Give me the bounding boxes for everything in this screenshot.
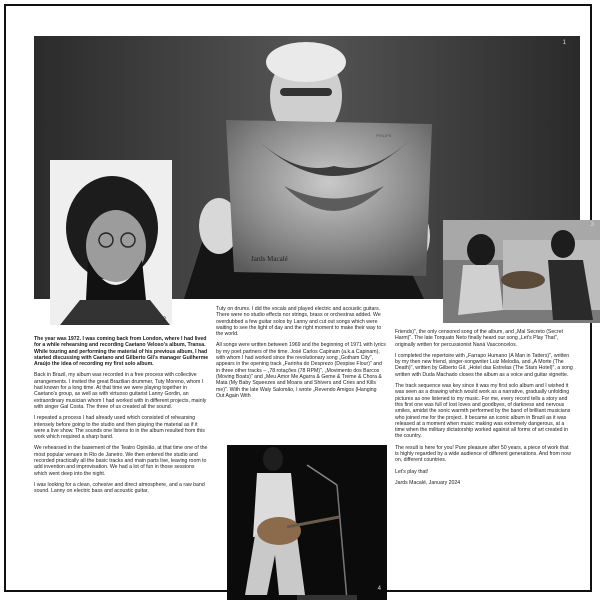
photo-number: 3 bbox=[590, 222, 594, 228]
paragraph: I completed the repertoire with „Farrapo Humano (A Man in Tatters)", written by my then new friend, singer-songwriter Luiz Melodia, and „A Morte (The Death)", written by Gilberto Gil. „Hotel das Estrelas (The Stars Hotel)", a song written with Duda Machado closes the album as a voice and guitar vignette. bbox=[395, 352, 573, 378]
photo-number: 4 bbox=[377, 586, 381, 592]
photo-number: 2 bbox=[162, 317, 166, 323]
paragraph: Let's play that! bbox=[395, 468, 429, 475]
album-sleeve-title: Jards Macalé bbox=[251, 255, 288, 263]
signature: Jards Macalé, January 2024 bbox=[395, 479, 461, 486]
paragraph: I repeated a process I had already used which consisted of rehearsing intensely before going to the studio and then playing the material as if it were a live show. The sounds one listens to in the album resulted from this work which required a sharp band. bbox=[34, 415, 205, 441]
stage-photo bbox=[227, 445, 387, 600]
lead-paragraph: The year was 1972. I was coming back from London, where I had lived for a while rehearsing and recording Caetano Veloso's album, Transa. While touring and performing the material of his previous album, I had started discussing with Caetano and Gilberto Gil's manager Guilherme Araújo the idea of recording my first solo album. bbox=[34, 336, 209, 368]
paragraph: All songs were written between 1969 and the beginning of 1971 with lyrics by my poet partners of the time. José Carlos Capinam (a.k.a Capinam), with whom I had worked since the revolutionary song „Gotham City", appears in the opening track „Farinha do Desprezo (Despise Flour)" and in three other tracks – „78 rotações (78 RPM)", „Movimento dos Barcos (Moving Boats)" and „Meu Amor Me Agarra & Geme & Treme & Chora & Mata (My Baby Squeezes and Moans and Shivers and Cries and Kills me)". With the late Waly Salomão, I wrote „Revendo Amigos (Hanging Out Again With bbox=[216, 342, 386, 399]
text-column-2 bbox=[216, 306, 386, 404]
album-sleeve-logo: PHILIPS bbox=[376, 133, 392, 138]
paragraph: Tuty on drums. I did the vocals and played electric and acoustic guitars. There were no studio effects nor strings, brass or orchestras added. We overdubbed a few guitar solos by Lanny and cut out songs which were waiting to see the light of day and the right moment to make their way to the world. bbox=[216, 306, 382, 338]
paragraph: Back in Brazil, my album was recorded in a free process with collective arrangements. I invited the great Brazilian drummer, Tuty Moreno, whom I had known for a long time. At that time we were playing together in Caetano's group, as well as with virtuoso guitarist Lanny Gordin, an extraordinary musician whom I had worked with in different projects, mainly with singer Gal Costa. The three of us created all the sound. bbox=[34, 372, 207, 410]
musicians-photo bbox=[443, 220, 600, 323]
portrait-photo bbox=[50, 160, 172, 325]
paragraph: We rehearsed in the basement of the Teatro Opinião, at that time one of the most popular venues in Rio de Janeiro. We then entered the studio and recorded practically all the basic tracks and main parts live, leaving room to add invention and improvisation. We had a lot of fun in those sessions which went deep into the night. bbox=[34, 445, 208, 477]
photo-number: 1 bbox=[562, 40, 566, 46]
paragraph: The result is here for you! Pure pleasure after 50 years, a piece of work that is highly regarded by a wide audience of different generations. And from now on, different countries. bbox=[395, 444, 571, 464]
text-column-3 bbox=[395, 329, 573, 491]
text-column-1 bbox=[34, 336, 209, 500]
paragraph: I was looking for a clean, cohesive and direct atmosphere, and a raw band sound. Lanny on electric bass and acoustic guitar, bbox=[34, 481, 205, 495]
paragraph: Friends)", the only censored song of the album, and „Mal Secreto (Secret Harm)". The late Torquato Neto finally heard our song „Let's Play That", originally written for percussionist Naná Vasconcelos. bbox=[395, 329, 563, 348]
paragraph: The track sequence was key since it was my first solo album and I wished it was seen as a drawing which would work as a narrative, gradually unfolding pictures as one listened to my music. For me, every record tells a story and this first one was full of lost loves and goodbyes, of darkness and nervous smiles, amidst the sonic warmth performed by the band of brilliant musicians who joined me for the project. It became an iconic album in Brazil as it was released at a moment when music making was extremely dangerous, at a time when the military dictatorship worked against all forms of art created in the country. bbox=[395, 383, 571, 440]
